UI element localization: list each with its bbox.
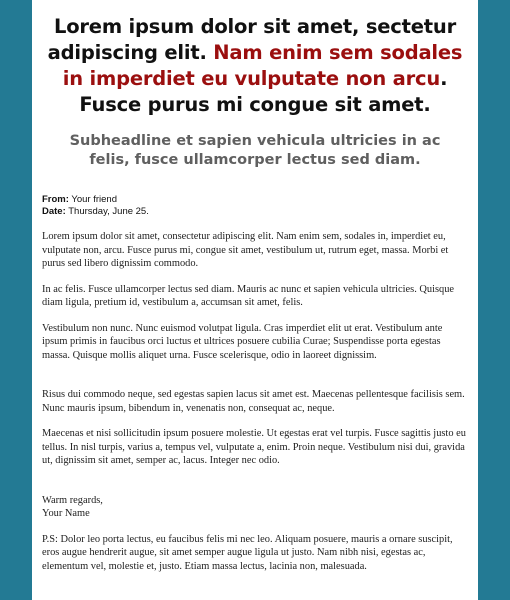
headline-text: Lorem ipsum dolor sit amet, sectetur adipiscing elit. [47, 15, 457, 64]
postscript: P.S: Dolor leo porta lectus, eu faucibus felis mi nec leo. Aliquam posuere, mauris a ornare suscipit, eros augue hendrerit augue, sit amet semper augue ligula ut justo. Nam nibh nisi, egestas ac, elementum vel, molestie et, justo. Etiam massa lectus, lacinia non, malesuada. [42, 533, 453, 572]
headline-highlight: Nam enim sem sodales in imperdiet eu vulputate non arcu [62, 41, 463, 90]
date-line [42, 206, 478, 218]
headline [32, 14, 478, 118]
subheadline: Subheadline et sapien vehicula ultricies in ac felis, fusce ullamcorper lectus sed diam. [69, 133, 441, 168]
date-value: Thursday, June 25. [68, 206, 149, 217]
email-page [32, 0, 478, 600]
signoff-name: Your Name [42, 508, 90, 519]
body-paragraph: Vestibulum non nunc. Nunc euismod volutpat ligula. Cras imperdiet elit ut erat. Vestibulum ante ipsum primis in faucibus orci luctus et ultrices posuere cubilia Curae; Suspendisse porta egestas massa. Quisque mollis aliquet urna. Fusce scelerisque, odio in laoreet dignissim. [42, 322, 443, 361]
email-body [42, 230, 468, 573]
body-paragraph: In ac felis. Fusce ullamcorper lectus sed diam. Mauris ac nunc et sapien vehicula ultricies. Quisque diam ligula, pretium id, vestibulum a, accumsan sit amet, felis. [42, 283, 455, 308]
body-paragraph: Maecenas et nisi sollicitudin ipsum posuere molestie. Ut egestas erat vel turpis. Fusce sagittis justo eu tellus. In nisl turpis, varius a, tempus vel, vulputate a, enim. Proin neque. Vestibulum nisi dui, gravida ut, dignissim sit amet, semper ac, lacus. Integer nec odio. [42, 428, 466, 466]
from-value: Your friend [71, 194, 117, 205]
signoff-greeting: Warm regards, [42, 494, 103, 506]
body-paragraph: Risus dui commodo neque, sed egestas sapien lacus sit amet est. Maecenas pellentesque facilisis sem. Nunc mauris ipsum, bibendum in, venenatis non, consequat ac, neque. [42, 389, 465, 414]
date-label: Date: [42, 206, 66, 217]
from-label: From: [42, 194, 69, 205]
signoff [42, 494, 468, 521]
from-line [42, 194, 478, 206]
email-meta [42, 194, 478, 218]
headline-text-end: . Fusce purus mi congue sit amet. [79, 67, 448, 116]
body-paragraph: Lorem ipsum dolor sit amet, consectetur adipiscing elit. Nam enim sem, sodales in, imperdiet eu, vulputate non, arcu. Fusce purus mi, congue sit amet, vestibulum ut, rutrum eget, massa. Morbi et purus sed libero dignissim commodo. [42, 231, 449, 269]
